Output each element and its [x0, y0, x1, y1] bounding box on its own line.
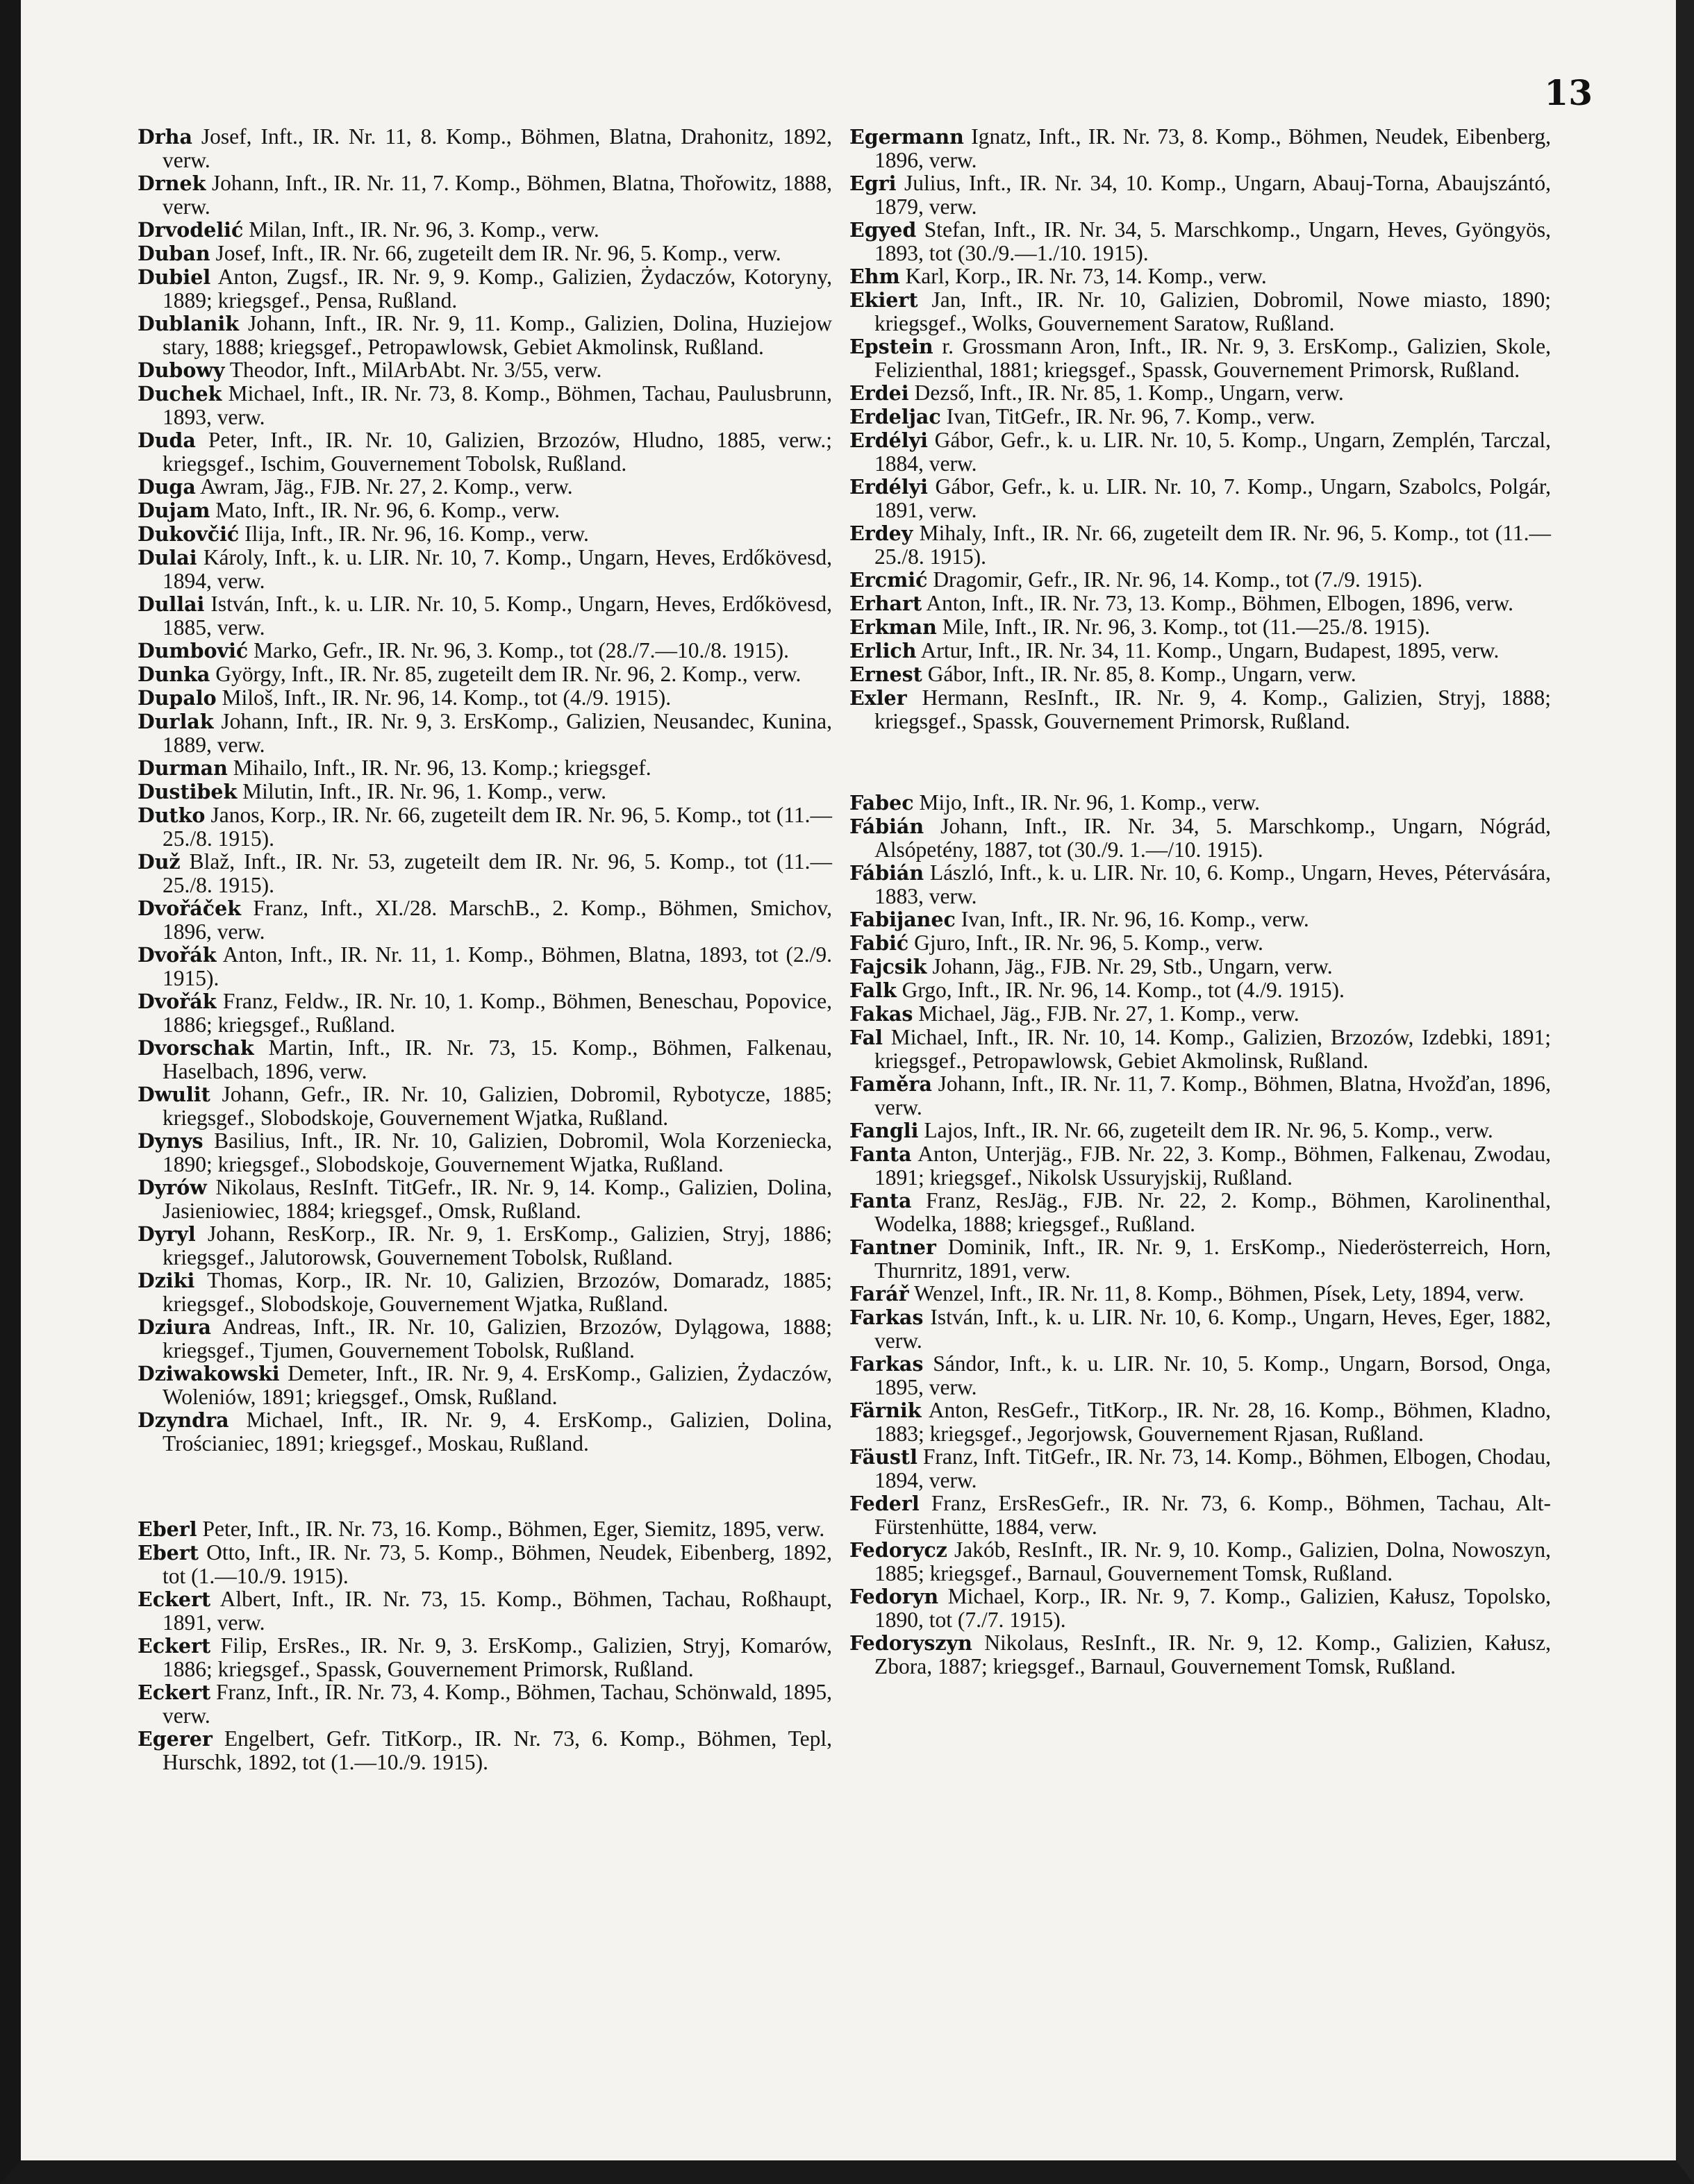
- entry-surname: Farkas: [849, 1352, 924, 1376]
- entry-details: Peter, Inft., IR. Nr. 10, Galizien, Brzozów, Hludno, 1885, verw.; kriegsgef., Ischim, Gouvernement Tobolsk, Rußland.: [163, 428, 832, 476]
- entry-surname: Farář: [849, 1282, 909, 1306]
- entry-surname: Ernest: [849, 662, 922, 686]
- register-entry: [138, 1587, 832, 1634]
- register-entry: [138, 592, 832, 639]
- register-entry: [849, 955, 1551, 978]
- entry-details: Milutin, Inft., IR. Nr. 96, 1. Komp., verw.: [237, 779, 606, 803]
- register-entry: [849, 335, 1551, 381]
- register-entry: [849, 815, 1551, 861]
- entry-surname: Faměra: [849, 1072, 932, 1096]
- register-entry: [849, 931, 1551, 955]
- entry-details: Franz, Inft., XI./28. MarschB., 2. Komp., Böhmen, Smichov, 1896, verw.: [163, 896, 832, 944]
- entry-surname: Erdeljac: [849, 405, 941, 428]
- entry-surname: Fedoryn: [849, 1585, 939, 1608]
- entry-details: Stefan, Inft., IR. Nr. 34, 5. Marschkomp., Ungarn, Heves, Gyöngyös, 1893, tot (30./9.—1./10. 1915).: [874, 217, 1551, 265]
- entry-details: Dezső, Inft., IR. Nr. 85, 1. Komp., Ungarn, verw.: [908, 381, 1344, 405]
- entry-surname: Exler: [849, 686, 907, 710]
- register-entry: [849, 1282, 1551, 1306]
- entry-surname: Eckert: [138, 1681, 211, 1704]
- register-entry: [849, 1538, 1551, 1585]
- register-entry: [138, 242, 832, 265]
- entry-details: Nikolaus, ResInft., IR. Nr. 9, 12. Komp., Galizien, Kałusz, Zbora, 1887; kriegsgef., Barnaul, Gouvernement Tomsk, Rußland.: [874, 1631, 1551, 1678]
- entry-surname: Falk: [849, 978, 897, 1002]
- entry-surname: Dublanik: [138, 312, 239, 335]
- entry-details: Mijo, Inft., IR. Nr. 96, 1. Komp., verw.: [913, 790, 1260, 815]
- entry-details: Michael, Inft., IR. Nr. 73, 8. Komp., Böhmen, Tachau, Paulusbrunn, 1893, verw.: [163, 381, 832, 429]
- right-column-block-e: [849, 125, 1551, 733]
- section-gap: [138, 1455, 832, 1517]
- register-entry: [849, 639, 1551, 662]
- register-entry: [849, 568, 1551, 592]
- register-entry: [138, 312, 832, 358]
- entry-surname: Duga: [138, 475, 196, 499]
- entry-details: Awram, Jäg., FJB. Nr. 27, 2. Komp., verw.: [195, 474, 573, 499]
- entry-details: Dragomir, Gefr., IR. Nr. 96, 14. Komp., tot (7./9. 1915).: [927, 567, 1423, 592]
- entry-surname: Dvořák: [138, 943, 217, 967]
- register-entry: [138, 522, 832, 546]
- entry-surname: Duž: [138, 850, 181, 874]
- entry-details: Franz, ResJäg., FJB. Nr. 22, 2. Komp., Böhmen, Karolinenthal, Wodelka, 1888; kriegsgef., Rußland.: [874, 1188, 1551, 1236]
- entry-details: Anton, ResGefr., TitKorp., IR. Nr. 28, 16. Komp., Böhmen, Kladno, 1883; kriegsgef., Jegorjowsk, Gouvernement Rjasan, Rußland.: [874, 1398, 1551, 1446]
- entry-surname: Fábián: [849, 815, 924, 838]
- register-entry: [138, 1222, 832, 1269]
- register-entry: [138, 897, 832, 943]
- entry-surname: Eckert: [138, 1587, 211, 1611]
- entry-details: Otto, Inft., IR. Nr. 73, 5. Komp., Böhmen, Neudek, Eibenberg, 1892, tot (1.—10./9. 1915).: [163, 1540, 832, 1588]
- register-entry: [849, 978, 1551, 1002]
- register-entry: [849, 428, 1551, 475]
- entry-details: László, Inft., k. u. LIR. Nr. 10, 6. Komp., Ungarn, Heves, Pétervására, 1883, verw.: [874, 860, 1551, 908]
- register-entry: [138, 428, 832, 475]
- entry-surname: Federl: [849, 1492, 920, 1515]
- register-entry: [849, 1119, 1551, 1142]
- entry-surname: Fajcsik: [849, 955, 927, 978]
- register-entry: [138, 546, 832, 592]
- register-entry: [849, 686, 1551, 733]
- register-entry: [849, 1142, 1551, 1189]
- register-entry: [138, 1634, 832, 1681]
- entry-details: Wenzel, Inft., IR. Nr. 11, 8. Komp., Böhmen, Písek, Lety, 1894, verw.: [908, 1281, 1525, 1306]
- entry-surname: Dziura: [138, 1315, 211, 1339]
- register-entry: [138, 1269, 832, 1315]
- entry-details: Julius, Inft., IR. Nr. 34, 10. Komp., Ungarn, Abauj-Torna, Abaujszántó, 1879, verw.: [874, 171, 1551, 219]
- register-entry: [138, 1541, 832, 1587]
- register-entry: [849, 1026, 1551, 1072]
- register-entry: [849, 1585, 1551, 1631]
- register-entry: [138, 265, 832, 312]
- register-entry: [849, 1399, 1551, 1445]
- entry-details: Mile, Inft., IR. Nr. 96, 3. Komp., tot (11.—25./8. 1915).: [936, 615, 1431, 639]
- entry-details: Gjuro, Inft., IR. Nr. 96, 5. Komp., verw.: [908, 931, 1263, 955]
- register-entry: [138, 499, 832, 522]
- entry-surname: Fantner: [849, 1235, 936, 1259]
- entry-details: Karl, Korp., IR. Nr. 73, 14. Komp., verw.: [899, 264, 1267, 288]
- entry-surname: Dubowy: [138, 358, 225, 382]
- section-gap: [849, 733, 1551, 791]
- entry-surname: Fakas: [849, 1002, 913, 1026]
- entry-details: Johann, Inft., IR. Nr. 11, 7. Komp., Böhmen, Blatna, Thořowitz, 1888, verw.: [163, 171, 832, 219]
- entry-surname: Drnek: [138, 172, 206, 195]
- entry-details: Michael, Inft., IR. Nr. 9, 4. ErsKomp., Galizien, Dolina, Trościaniec, 1891; kriegsgef., Moskau, Rußland.: [163, 1408, 832, 1456]
- entry-surname: Ekiert: [849, 288, 918, 312]
- left-column-block-d: [138, 125, 832, 1455]
- entry-details: Lajos, Inft., IR. Nr. 66, zugeteilt dem IR. Nr. 96, 5. Komp., verw.: [918, 1118, 1493, 1142]
- register-entry: [849, 1445, 1551, 1492]
- entry-details: Nikolaus, ResInft. TitGefr., IR. Nr. 9, 14. Komp., Galizien, Dolina, Jasieniowiec, 1884; kriegsgef., Omsk, Rußland.: [163, 1175, 832, 1223]
- entry-surname: Fabijanec: [849, 908, 956, 931]
- entry-surname: Ebert: [138, 1541, 199, 1565]
- entry-details: Peter, Inft., IR. Nr. 73, 16. Komp., Böhmen, Eger, Siemitz, 1895, verw.: [197, 1517, 825, 1541]
- register-entry: [849, 125, 1551, 172]
- entry-details: Johann, Inft., IR. Nr. 34, 5. Marschkomp., Ungarn, Nógrád, Alsópetény, 1887, tot (30./9. 1.—/10. 1915).: [874, 814, 1551, 862]
- register-entry: [849, 265, 1551, 288]
- entry-surname: Erdélyi: [849, 475, 929, 499]
- entry-surname: Eckert: [138, 1634, 211, 1658]
- entry-surname: Dunka: [138, 662, 210, 686]
- register-entry: [849, 522, 1551, 568]
- entry-details: Anton, Zugsf., IR. Nr. 9, 9. Komp., Galizien, Żydaczów, Kotoryny, 1889; kriegsgef., Pensa, Rußland.: [163, 265, 832, 312]
- register-entry: [138, 639, 832, 662]
- entry-surname: Fábián: [849, 861, 924, 885]
- entry-details: Jakób, ResInft., IR. Nr. 9, 10. Komp., Galizien, Dolna, Nowoszyn, 1885; kriegsgef., Barnaul, Gouvernement Tomsk, Rußland.: [874, 1537, 1551, 1585]
- entry-details: Marko, Gefr., IR. Nr. 96, 3. Komp., tot (28./7.—10./8. 1915).: [248, 638, 789, 662]
- entry-surname: Dvořák: [138, 990, 217, 1013]
- register-entry: [849, 908, 1551, 931]
- entry-details: Franz, Feldw., IR. Nr. 10, 1. Komp., Böhmen, Beneschau, Popovice, 1886; kriegsgef., Rußland.: [163, 989, 832, 1037]
- entry-surname: Egyed: [849, 218, 917, 242]
- entry-details: Franz, Inft. TitGefr., IR. Nr. 73, 14. Komp., Böhmen, Elbogen, Chodau, 1894, verw.: [874, 1444, 1551, 1492]
- entry-details: Franz, Inft., IR. Nr. 73, 4. Komp., Böhmen, Tachau, Schönwald, 1895, verw.: [163, 1680, 832, 1728]
- register-entry: [138, 662, 832, 686]
- register-entry: [138, 710, 832, 756]
- entry-surname: Dujam: [138, 499, 210, 522]
- entry-surname: Dullai: [138, 592, 205, 616]
- entry-surname: Fal: [849, 1026, 883, 1049]
- register-entry: [138, 1517, 832, 1541]
- entry-details: Martin, Inft., IR. Nr. 73, 15. Komp., Böhmen, Falkenau, Haselbach, 1896, verw.: [163, 1035, 832, 1083]
- entry-surname: Fangli: [849, 1119, 919, 1142]
- register-entry: [138, 850, 832, 897]
- entry-details: Anton, Unterjäg., FJB. Nr. 22, 3. Komp., Böhmen, Falkenau, Zwodau, 1891; kriegsgef., Nikolsk Ussuryjskij, Rußland.: [874, 1142, 1551, 1190]
- entry-surname: Dvořáček: [138, 897, 241, 920]
- entry-surname: Erkman: [849, 615, 937, 639]
- entry-details: Demeter, Inft., IR. Nr. 9, 4. ErsKomp., Galizien, Żydaczów, Woleniów, 1891; kriegsgef., Omsk, Rußland.: [163, 1361, 832, 1409]
- register-entry: [849, 861, 1551, 908]
- entry-details: Artur, Inft., IR. Nr. 34, 11. Komp., Ungarn, Budapest, 1895, verw.: [916, 638, 1500, 662]
- entry-surname: Fanta: [849, 1189, 912, 1212]
- entry-details: Ivan, TitGefr., IR. Nr. 96, 7. Komp., verw.: [940, 404, 1315, 428]
- entry-details: Andreas, Inft., IR. Nr. 10, Galizien, Brzozów, Dylągowa, 1888; kriegsgef., Tjumen, Gouvernement Tobolsk, Rußland.: [163, 1315, 832, 1362]
- entry-details: Blaž, Inft., IR. Nr. 53, zugeteilt dem IR. Nr. 96, 5. Komp., tot (11.—25./8. 1915).: [163, 849, 832, 897]
- entry-details: Hermann, ResInft., IR. Nr. 9, 4. Komp., Galizien, Stryj, 1888; kriegsgef., Spassk, Gouvernement Primorsk, Rußland.: [874, 685, 1551, 733]
- entry-details: Ilija, Inft., IR. Nr. 96, 16. Komp., verw.: [239, 522, 589, 546]
- register-entry: [849, 172, 1551, 218]
- entry-details: Johann, Jäg., FJB. Nr. 29, Stb., Ungarn, verw.: [927, 954, 1333, 978]
- register-entry: [138, 1176, 832, 1222]
- entry-surname: Drvodelić: [138, 218, 244, 242]
- register-entry: [138, 1362, 832, 1408]
- entry-details: Franz, ErsResGefr., IR. Nr. 73, 6. Komp., Böhmen, Tachau, Alt-Fürstenhütte, 1884, verw.: [874, 1491, 1551, 1539]
- entry-surname: Drha: [138, 125, 192, 149]
- register-entry: [138, 1129, 832, 1176]
- entry-details: György, Inft., IR. Nr. 85, zugeteilt dem IR. Nr. 96, 2. Komp., verw.: [210, 662, 802, 686]
- entry-details: Johann, ResKorp., IR. Nr. 9, 1. ErsKomp., Galizien, Stryj, 1886; kriegsgef., Jalutorowsk, Gouvernement Tobolsk, Rußland.: [163, 1222, 832, 1269]
- entry-surname: Egerer: [138, 1727, 213, 1751]
- register-entry: [849, 1072, 1551, 1119]
- register-entry: [849, 405, 1551, 428]
- right-column-block-f: [849, 791, 1551, 1678]
- entry-surname: Eberl: [138, 1517, 197, 1541]
- entry-details: Mihailo, Inft., IR. Nr. 96, 13. Komp.; kriegsgef.: [227, 756, 651, 780]
- register-entry: [138, 803, 832, 850]
- entry-surname: Dwulit: [138, 1083, 210, 1106]
- entry-surname: Dziki: [138, 1269, 195, 1292]
- entry-details: Anton, Inft., IR. Nr. 73, 13. Komp., Böhmen, Elbogen, 1896, verw.: [922, 591, 1513, 615]
- left-column-block-e: [138, 1517, 832, 1774]
- entry-details: Josef, Inft., IR. Nr. 11, 8. Komp., Böhmen, Blatna, Drahonitz, 1892, verw.: [163, 124, 832, 172]
- register-entry: [138, 1681, 832, 1727]
- entry-surname: Ercmić: [849, 568, 928, 592]
- entry-details: r. Grossmann Aron, Inft., IR. Nr. 9, 3. ErsKomp., Galizien, Skole, Felizienthal, 1881; kriegsgef., Spassk, Gouvernement Primorsk, Rußland.: [874, 334, 1551, 382]
- right-column: [849, 125, 1551, 1678]
- entry-details: Janos, Korp., IR. Nr. 66, zugeteilt dem IR. Nr. 96, 5. Komp., tot (11.—25./8. 1915).: [163, 803, 832, 851]
- register-entry: [849, 1306, 1551, 1352]
- register-entry: [138, 756, 832, 780]
- entry-surname: Erhart: [849, 592, 922, 615]
- entry-details: Ignatz, Inft., IR. Nr. 73, 8. Komp., Böhmen, Neudek, Eibenberg, 1896, verw.: [874, 124, 1551, 172]
- entry-details: Albert, Inft., IR. Nr. 73, 15. Komp., Böhmen, Tachau, Roßhaupt, 1891, verw.: [163, 1587, 832, 1635]
- entry-surname: Egermann: [849, 125, 964, 149]
- register-entry: [138, 1315, 832, 1362]
- entry-surname: Dukovčić: [138, 522, 240, 546]
- register-entry: [849, 1002, 1551, 1026]
- register-entry: [138, 780, 832, 803]
- entry-details: Engelbert, Gefr. TitKorp., IR. Nr. 73, 6. Komp., Böhmen, Tepl, Hurschk, 1892, tot (1.—10./9. 1915).: [163, 1726, 832, 1774]
- entry-details: Grgo, Inft., IR. Nr. 96, 14. Komp., tot (4./9. 1915).: [896, 978, 1345, 1002]
- register-entry: [849, 1631, 1551, 1678]
- register-entry: [849, 1492, 1551, 1538]
- entry-surname: Dyrów: [138, 1176, 207, 1199]
- register-entry: [138, 943, 832, 990]
- entry-surname: Dutko: [138, 803, 206, 827]
- register-entry: [849, 218, 1551, 265]
- entry-surname: Fäustl: [849, 1445, 917, 1469]
- entry-details: Johann, Inft., IR. Nr. 9, 3. ErsKomp., Galizien, Neusandec, Kunina, 1889, verw.: [163, 709, 832, 757]
- entry-surname: Duban: [138, 242, 210, 265]
- entry-surname: Epstein: [849, 335, 933, 358]
- entry-surname: Duda: [138, 428, 196, 452]
- entry-surname: Fedoryszyn: [849, 1631, 972, 1655]
- entry-details: Gábor, Inft., IR. Nr. 85, 8. Komp., Ungarn, verw.: [922, 662, 1356, 686]
- entry-details: Johann, Inft., IR. Nr. 11, 7. Komp., Böhmen, Blatna, Hvožďan, 1896, verw.: [874, 1072, 1551, 1119]
- register-entry: [849, 1189, 1551, 1235]
- entry-surname: Erlich: [849, 639, 917, 662]
- register-entry: [138, 172, 832, 218]
- entry-details: Gábor, Gefr., k. u. LIR. Nr. 10, 5. Komp., Ungarn, Zemplén, Tarczal, 1884, verw.: [874, 428, 1551, 476]
- entry-surname: Erdey: [849, 522, 913, 545]
- entry-surname: Dumbović: [138, 639, 249, 662]
- entry-surname: Dvorschak: [138, 1036, 254, 1060]
- entry-surname: Färnik: [849, 1399, 922, 1422]
- left-column: [138, 125, 832, 1774]
- register-entry: [138, 358, 832, 382]
- register-entry: [849, 1235, 1551, 1282]
- register-entry: [849, 475, 1551, 522]
- entry-surname: Dzyndra: [138, 1408, 229, 1432]
- entry-details: Theodor, Inft., MilArbAbt. Nr. 3/55, verw.: [224, 358, 602, 382]
- register-entry: [138, 686, 832, 710]
- entry-surname: Dziwakowski: [138, 1362, 280, 1385]
- entry-details: Johann, Inft., IR. Nr. 9, 11. Komp., Galizien, Dolina, Huziejow stary, 1888; kriegsgef., Petropawlowsk, Gebiet Akmolinsk, Rußland.: [163, 311, 832, 359]
- entry-surname: Durlak: [138, 710, 214, 733]
- entry-details: Michael, Inft., IR. Nr. 10, 14. Komp., Galizien, Brzozów, Izdebki, 1891; kriegsgef., Petropawlowsk, Gebiet Akmolinsk, Rußland.: [874, 1025, 1551, 1073]
- register-entry: [138, 475, 832, 499]
- entry-surname: Dupalo: [138, 686, 217, 710]
- register-entry: [849, 662, 1551, 686]
- register-entry: [138, 1083, 832, 1129]
- entry-details: István, Inft., k. u. LIR. Nr. 10, 5. Komp., Ungarn, Heves, Erdőkövesd, 1885, verw.: [163, 592, 832, 640]
- entry-surname: Dynys: [138, 1129, 204, 1153]
- entry-details: Károly, Inft., k. u. LIR. Nr. 10, 7. Komp., Ungarn, Heves, Erdőkövesd, 1894, verw.: [163, 545, 832, 593]
- entry-details: Milan, Inft., IR. Nr. 96, 3. Komp., verw.: [243, 217, 599, 242]
- entry-details: Dominik, Inft., IR. Nr. 9, 1. ErsKomp., Niederösterreich, Horn, Thurnritz, 1891, verw.: [874, 1235, 1551, 1283]
- entry-surname: Fabić: [849, 931, 909, 955]
- entry-surname: Egri: [849, 172, 897, 195]
- entry-details: Sándor, Inft., k. u. LIR. Nr. 10, 5. Komp., Ungarn, Borsod, Onga, 1895, verw.: [874, 1351, 1551, 1399]
- entry-surname: Fabec: [849, 791, 914, 815]
- entry-details: Michael, Jäg., FJB. Nr. 27, 1. Komp., verw.: [913, 1001, 1299, 1026]
- entry-surname: Dubiel: [138, 265, 211, 289]
- entry-surname: Fanta: [849, 1142, 912, 1166]
- entry-details: Ivan, Inft., IR. Nr. 96, 16. Komp., verw.: [955, 907, 1309, 931]
- entry-details: Miloš, Inft., IR. Nr. 96, 14. Komp., tot (4./9. 1915).: [216, 685, 672, 710]
- register-entry: [138, 218, 832, 242]
- entry-surname: Duchek: [138, 382, 222, 406]
- register-entry: [138, 990, 832, 1036]
- entry-surname: Fedorycz: [849, 1538, 947, 1562]
- entry-surname: Dulai: [138, 546, 197, 569]
- register-entry: [849, 288, 1551, 335]
- entry-surname: Dustibek: [138, 780, 238, 803]
- register-entry: [849, 791, 1551, 815]
- entry-surname: Erdélyi: [849, 428, 929, 452]
- register-entry: [138, 125, 832, 172]
- entry-details: Thomas, Korp., IR. Nr. 10, Galizien, Brzozów, Domaradz, 1885; kriegsgef., Slobodskoje, Gouvernement Wjatka, Rußland.: [163, 1268, 832, 1316]
- entry-surname: Ehm: [849, 265, 900, 288]
- entry-surname: Durman: [138, 756, 228, 780]
- entry-details: Mihaly, Inft., IR. Nr. 66, zugeteilt dem IR. Nr. 96, 5. Komp., tot (11.—25./8. 1915).: [874, 521, 1551, 569]
- entry-surname: Erdei: [849, 381, 909, 405]
- entry-details: Johann, Gefr., IR. Nr. 10, Galizien, Dobromil, Rybotycze, 1885; kriegsgef., Slobodskoje, Gouvernement Wjatka, Rußland.: [163, 1082, 832, 1130]
- register-entry: [138, 1036, 832, 1083]
- register-entry: [138, 1727, 832, 1774]
- register-entry: [849, 592, 1551, 615]
- entry-details: Michael, Korp., IR. Nr. 9, 7. Komp., Galizien, Kałusz, Topolsko, 1890, tot (7./7. 1915).: [874, 1584, 1551, 1632]
- entry-surname: Farkas: [849, 1306, 924, 1329]
- entry-details: Anton, Inft., IR. Nr. 11, 1. Komp., Böhmen, Blatna, 1893, tot (2./9. 1915).: [163, 942, 832, 990]
- register-entry: [849, 615, 1551, 639]
- register-entry: [849, 381, 1551, 405]
- entry-surname: Dyryl: [138, 1222, 196, 1246]
- entry-details: Mato, Inft., IR. Nr. 96, 6. Komp., verw.: [210, 498, 560, 522]
- page-number: 13: [1544, 72, 1593, 113]
- entry-details: Josef, Inft., IR. Nr. 66, zugeteilt dem IR. Nr. 96, 5. Komp., verw.: [210, 241, 781, 265]
- entry-details: Jan, Inft., IR. Nr. 10, Galizien, Dobromil, Nowe miasto, 1890; kriegsgef., Wolks, Gouvernement Saratow, Rußland.: [874, 287, 1551, 335]
- register-entry: [138, 1408, 832, 1455]
- entry-details: Filip, ErsRes., IR. Nr. 9, 3. ErsKomp., Galizien, Stryj, Komarów, 1886; kriegsgef., Spassk, Gouvernement Primorsk, Rußland.: [163, 1633, 832, 1681]
- entry-details: Gábor, Gefr., k. u. LIR. Nr. 10, 7. Komp., Ungarn, Szabolcs, Polgár, 1891, verw.: [874, 474, 1551, 522]
- entry-details: Basilius, Inft., IR. Nr. 10, Galizien, Dobromil, Wola Korzeniecka, 1890; kriegsgef., Slobodskoje, Gouvernement Wjatka, Rußland.: [163, 1128, 832, 1176]
- register-entry: [849, 1352, 1551, 1399]
- register-entry: [138, 382, 832, 428]
- entry-details: István, Inft., k. u. LIR. Nr. 10, 6. Komp., Ungarn, Heves, Eger, 1882, verw.: [874, 1305, 1551, 1353]
